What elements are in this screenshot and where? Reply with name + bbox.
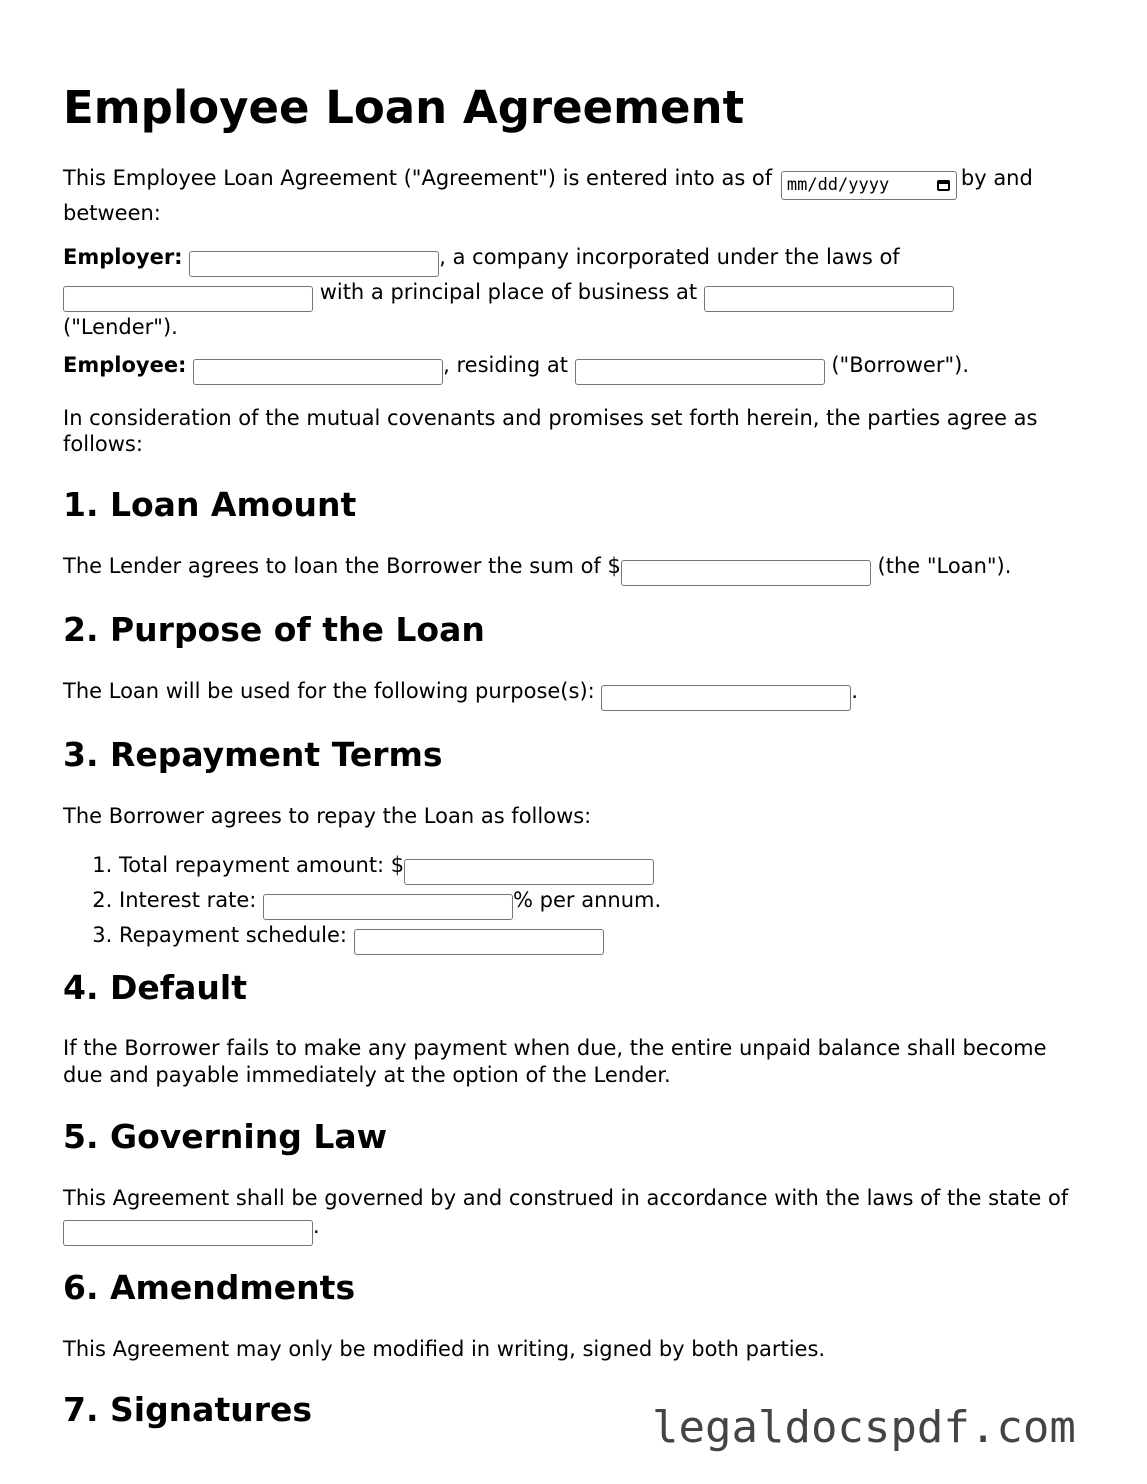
employee-text-1: , residing at [443, 353, 568, 377]
employee-label: Employee: [63, 353, 187, 377]
list-item [119, 920, 661, 955]
purpose-text: The Loan will be used for the following purpose(s): [63, 679, 595, 703]
governing-state-input[interactable] [63, 1220, 313, 1246]
loan-amount-suffix: (the "Loan"). [877, 554, 1012, 578]
governing-law-text: This Agreement shall be governed by and construed in accordance with the laws of the state of [63, 1186, 1069, 1210]
loan-amount-input[interactable] [621, 560, 871, 586]
repayment-schedule-input[interactable] [354, 929, 604, 955]
employer-name-input[interactable] [189, 251, 439, 277]
section-2-heading: 2. Purpose of the Loan [63, 610, 485, 649]
list-item [119, 885, 661, 920]
employee-address-input[interactable] [575, 359, 825, 385]
purpose-input[interactable] [601, 685, 851, 711]
section-4-heading: 4. Default [63, 968, 247, 1007]
repayment-total-label: Total repayment amount: $ [119, 853, 405, 877]
employer-text-1: , a company incorporated under the laws of [439, 245, 900, 269]
loan-amount-text: The Lender agrees to loan the Borrower the sum of $ [63, 554, 621, 578]
watermark: legaldocspdf.com [652, 1402, 1076, 1453]
purpose-suffix: . [851, 679, 859, 703]
repayment-list [63, 850, 661, 955]
agreement-date-field[interactable] [781, 171, 957, 200]
interest-rate-input[interactable] [263, 894, 513, 920]
consideration-paragraph: In consideration of the mutual covenants and promises set forth herein, the parties agree as follows: [63, 406, 1038, 456]
repayment-paragraph: The Borrower agrees to repay the Loan as follows: [63, 804, 592, 828]
employee-text-2: ("Borrower"). [831, 353, 969, 377]
document-title: Employee Loan Agreement [63, 81, 745, 134]
employer-paragraph [63, 242, 1078, 342]
calendar-icon[interactable] [937, 180, 950, 191]
intro-by: by [960, 166, 987, 190]
intro-text: This Employee Loan Agreement ("Agreement") is entered into as of [63, 166, 773, 190]
employer-address-input[interactable] [704, 286, 954, 312]
employee-name-input[interactable] [193, 359, 443, 385]
section-7-heading: 7. Signatures [63, 1390, 313, 1429]
intro-and-between: and between: [63, 166, 1033, 225]
amendments-paragraph: This Agreement may only be modified in writing, signed by both parties. [63, 1337, 826, 1361]
section-3-heading: 3. Repayment Terms [63, 735, 443, 774]
interest-rate-suffix: % per annum. [513, 888, 662, 912]
governing-law-suffix: . [313, 1214, 320, 1238]
date-placeholder: mm/dd/yyyy [786, 175, 890, 195]
governing-law-paragraph [63, 1184, 1078, 1246]
section-6-heading: 6. Amendments [63, 1268, 356, 1307]
section-5-heading: 5. Governing Law [63, 1117, 388, 1156]
list-item [119, 850, 661, 885]
intro-paragraph [63, 165, 1078, 227]
repayment-schedule-label: Repayment schedule: [119, 923, 354, 947]
default-paragraph: If the Borrower fails to make any payment when due, the entire unpaid balance shall become due and payable immediately at the option of the Lender. [63, 1036, 1047, 1087]
repayment-total-input[interactable] [404, 859, 654, 885]
employee-paragraph [63, 352, 1078, 385]
interest-rate-label: Interest rate: [119, 888, 264, 912]
section-1-heading: 1. Loan Amount [63, 485, 357, 524]
purpose-paragraph [63, 678, 1078, 711]
employer-text-2: with a principal place of business at [319, 280, 698, 304]
employer-state-input[interactable] [63, 286, 313, 312]
employer-text-3: ("Lender"). [63, 315, 178, 339]
employer-label: Employer: [63, 245, 183, 269]
loan-amount-paragraph [63, 553, 1078, 586]
